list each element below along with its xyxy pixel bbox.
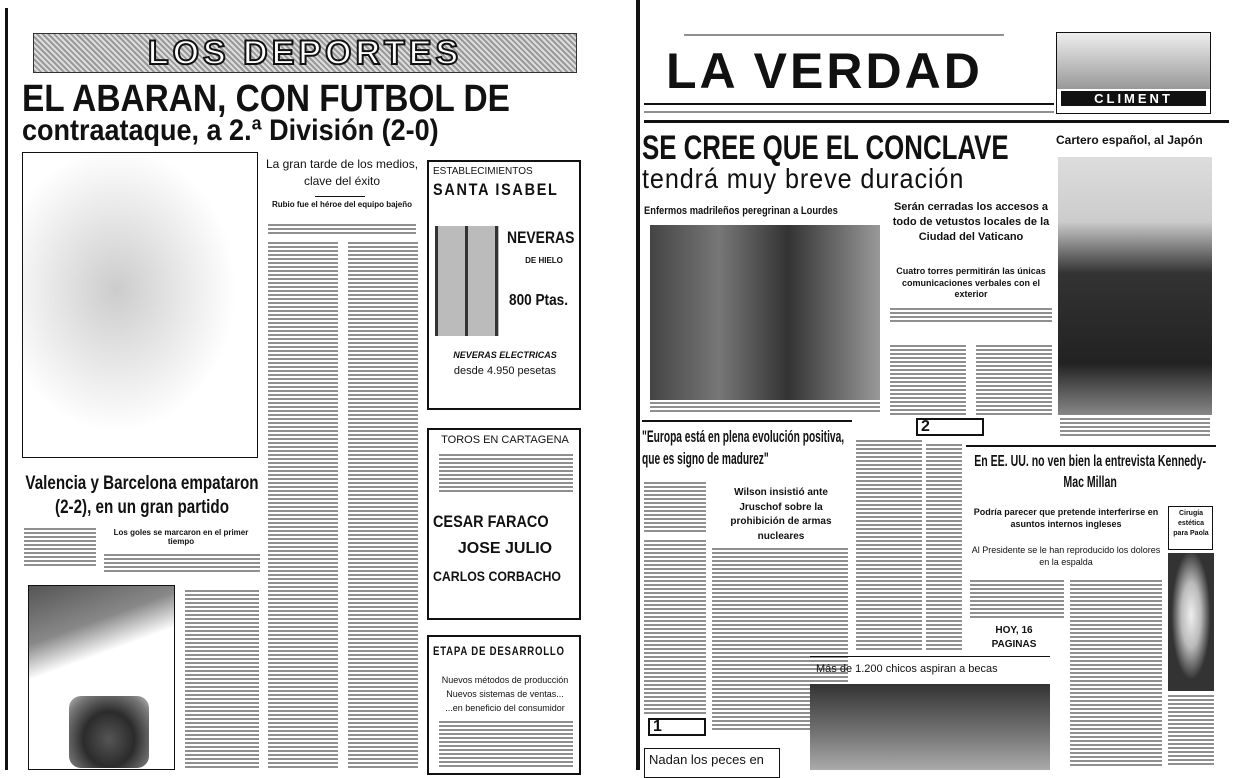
article-text: [348, 242, 418, 770]
hoy-paginas: HOY, 16 PAGINAS: [991, 625, 1037, 650]
photo-caption: [1168, 695, 1214, 765]
toros-ad: [427, 428, 581, 620]
ad-matador-2: JOSE JULIO: [457, 540, 553, 557]
ad-line: ...en beneficio del consumidor: [445, 703, 565, 713]
lourdes-photo: [650, 225, 880, 400]
masthead-rule: [644, 120, 1229, 123]
second-headline: Valencia y Barcelona empataron (2-2), en un gran partido: [25, 473, 259, 518]
photo-caption: [1060, 418, 1210, 438]
article-text: [185, 590, 259, 770]
kennedy-subhead-2: Al Presidente se le han reproducido los dolores en la espalda: [971, 545, 1161, 568]
masthead-rule: [644, 103, 1054, 105]
ad-price: 800 Ptas.: [509, 292, 568, 309]
page-marker-number: 2: [921, 418, 930, 435]
article-text: [644, 482, 706, 532]
page-edge-rule: [5, 8, 8, 770]
article-text: [856, 440, 922, 650]
ad-electric-price: desde 4.950 pesetas: [453, 365, 557, 377]
climent-ad-label: CLIMENT: [1061, 91, 1206, 106]
ad-title: ETAPA DE DESARROLLO: [433, 644, 565, 658]
fridge-image: [435, 226, 499, 336]
masthead-info: [644, 111, 1054, 114]
article-text: [1070, 580, 1162, 768]
article-text: [268, 242, 338, 770]
ad-matador-3: CARLOS CORBACHO: [433, 568, 561, 584]
article-text: [24, 528, 96, 568]
etapa-ad: [427, 635, 581, 775]
cartero-photo: [1058, 157, 1212, 415]
peces-title: Nadan los peces en: [649, 752, 764, 767]
divider: [642, 420, 852, 422]
main-headline-line1: EL ABARAN, CON FUTBOL DE: [22, 78, 510, 120]
main-headline-line2: contraataque, a 2.ª División (2-0): [22, 114, 439, 147]
ad-electric: NEVERAS ELECTRICAS: [453, 350, 557, 360]
section-banner-text: LOS DEPORTES: [147, 33, 463, 72]
ad-product-sub: DE HIELO: [525, 256, 563, 265]
article-text: [976, 345, 1052, 415]
climent-ad: [1056, 32, 1211, 114]
article-text: [268, 224, 416, 236]
wilson-headline: Wilson insistió ante Jruschof sobre la prohibición de armas nucleares: [730, 487, 832, 542]
main-headline-line1: SE CREE QUE EL CONCLAVE: [642, 129, 1009, 167]
vatican-subhead: Cuatro torres permitirán las únicas comunicaciones verbales con el exterior: [896, 266, 1046, 300]
ad-line: Nuevos sistemas de ventas...: [446, 689, 564, 699]
divider: [810, 656, 1050, 657]
ad-product: NEVERAS: [507, 228, 575, 247]
ad-text: [439, 721, 573, 769]
paola-photo: [1168, 553, 1214, 691]
page-marker-1: [648, 718, 706, 736]
kennedy-subhead: Podría parecer que pretende interferirse en asuntos internos ingleses: [973, 507, 1159, 530]
divider: [966, 445, 1216, 447]
dateline: [684, 34, 1004, 37]
ad-label: ESTABLECIMIENTOS: [433, 166, 533, 177]
europa-headline: "Europa está en plena evolución positiva, que es signo de madurez": [642, 427, 845, 469]
main-headline-line2: tendrá muy breve duración: [642, 163, 965, 194]
article-text: [104, 554, 260, 572]
cartoon-illustration: [22, 152, 258, 458]
paola-title: Cirugía estética para Paola: [1173, 510, 1209, 538]
left-newspaper-page: [0, 0, 624, 770]
section-banner: [33, 33, 577, 73]
ad-line: Nuevos métodos de producción: [441, 675, 569, 685]
becas-photo: [810, 684, 1050, 770]
article-text: [970, 580, 1064, 620]
photo-caption: [650, 402, 880, 414]
photo-title-lourdes: Enfermos madrileños peregrinan a Lourdes: [644, 205, 838, 217]
article-text: [644, 540, 706, 715]
column-headline: La gran tarde de los medios, clave del éxito: [265, 157, 419, 188]
becas-title: Más de 1.200 chicos aspiran a becas: [816, 663, 998, 675]
article-text: [890, 308, 1052, 324]
second-subhead: Los goles se marcaron en el primer tiempo: [113, 528, 249, 547]
ad-matador-1: CESAR FARACO: [433, 512, 549, 531]
page-edge-rule: [636, 0, 640, 770]
page-marker-2: [916, 418, 984, 436]
peces-title-box: [644, 748, 780, 778]
siemens-ad: [28, 585, 175, 770]
divider: [315, 196, 365, 197]
article-text: [890, 345, 966, 415]
column-subhead: Rubio fue el héroe del equipo bajeño: [271, 200, 412, 209]
article-text: [926, 444, 962, 650]
ad-title: TOROS EN CARTAGENA: [441, 434, 569, 446]
santa-isabel-ad: [427, 160, 581, 410]
ad-brand: SANTA ISABEL: [433, 180, 559, 199]
vatican-headline: Serán cerradas los accesos a todo de vetustos locales de la Ciudad del Vaticano: [892, 201, 1050, 243]
masthead: LA VERDAD: [666, 43, 983, 99]
page-marker-number: 1: [653, 718, 662, 735]
right-newspaper-page: [636, 0, 1248, 770]
paola-title-box: [1168, 506, 1213, 550]
photo-title-cartero: Cartero español, al Japón: [1056, 133, 1203, 147]
appliance-image: [69, 696, 149, 768]
ad-text: [439, 454, 573, 494]
kennedy-headline: En EE. UU. no ven bien la entrevista Kennedy-Mac Millan: [974, 453, 1206, 491]
